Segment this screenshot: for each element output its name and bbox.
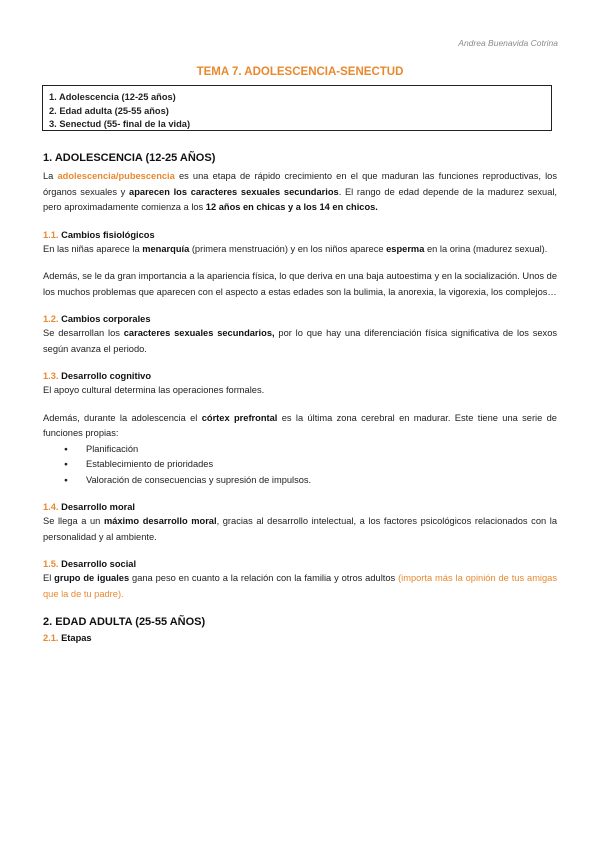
paragraph-bold: grupo de iguales: [54, 573, 130, 583]
intro-bold: aparecen los caracteres sexuales secundarios: [129, 186, 339, 197]
document-content: [43, 152, 557, 645]
subsection-title: Cambios fisiológicos: [61, 229, 155, 240]
functions-list: [43, 442, 557, 489]
paragraph-text: En las niñas aparece la: [43, 243, 143, 254]
intro-text: La: [43, 171, 58, 181]
paragraph-text: Se llega a un: [43, 516, 104, 526]
paragraph-highlight: (importa más la opinión de tus amigas que la de tu padre).: [43, 573, 557, 599]
subsection-number: 1.3.: [43, 371, 59, 381]
paragraph-bold: menarquía: [142, 243, 190, 254]
subsection-title: Desarrollo cognitivo: [61, 371, 151, 381]
list-item: ● Valoración de consecuencias y supresión de impulsos.: [86, 473, 557, 489]
section-1-intro: [43, 169, 557, 216]
intro-text: . El rango de edad depende de la madurez sexual, pero aproximadamente comienza a los: [43, 186, 558, 212]
toc-item-2: 2. Edad adulta (25-55 años): [49, 105, 169, 116]
subsection-title: Desarrollo social: [61, 559, 137, 569]
subsection-title: Desarrollo moral: [61, 502, 135, 512]
paragraph-text: gana peso en cuanto a la relación con la familia y otros adultos: [129, 573, 399, 583]
paragraph-text: en la orina (madurez sexual).: [424, 243, 548, 254]
subsection-1-1-paragraph-2: Además, se le da gran importancia a la apariencia física, lo que deriva en una baja autoestima y en la socialización. Unos de los muchos problemas que aparecen con el aspecto a estas edades son la bulimia, la anorexia, la vigorexia, los complejos…: [43, 271, 557, 297]
subsection-title: Cambios corporales: [61, 314, 151, 324]
paragraph-text: , gracias al desarrollo intelectual, a los factores psicológicos relacionados con la personalidad y al ambiente.: [43, 516, 558, 542]
subsection-1-4-paragraph: [43, 514, 557, 545]
paragraph-bold: córtex prefrontal: [201, 412, 278, 423]
subsection-1-1-heading: [43, 230, 557, 240]
toc-item-1: 1. Adolescencia (12-25 años): [49, 92, 176, 102]
subsection-title: Etapas: [61, 633, 92, 643]
intro-term-highlight: adolescencia/pubescencia: [57, 171, 175, 181]
paragraph-bold: caracteres sexuales secundarios,: [123, 328, 275, 338]
subsection-1-4-heading: [43, 502, 557, 512]
subsection-number: 1.2.: [43, 314, 59, 324]
subsection-1-1-paragraph-1: [43, 242, 557, 258]
subsection-number: 1.4.: [43, 502, 59, 512]
subsection-1-5-paragraph: [43, 571, 557, 602]
document-title: TEMA 7. ADOLESCENCIA-SENECTUD: [196, 66, 404, 78]
toc-item-3: 3. Senectud (55- final de la vida): [49, 119, 191, 129]
paragraph-text: por lo que hay una diferenciación física significativa de los sexos según avanza el periodo.: [43, 328, 558, 354]
subsection-1-2-paragraph: [43, 326, 557, 357]
paragraph-bold: máximo desarrollo moral: [103, 516, 217, 526]
table-of-contents: [42, 85, 552, 131]
paragraph-text: es la última zona cerebral en madurar. Este tiene una serie de funciones propias:: [43, 412, 557, 438]
paragraph-text: (primera menstruación) y en los niños aparece: [189, 243, 387, 254]
author-name: Andrea Buenavida Cotrina: [458, 38, 558, 48]
section-2-heading: 2. EDAD ADULTA (25-55 AÑOS): [43, 616, 206, 628]
subsection-1-5-heading: [43, 559, 557, 569]
subsection-2-1-heading: [43, 633, 557, 643]
list-item: ● Establecimiento de prioridades: [86, 457, 557, 473]
list-item: ● Planificación: [86, 442, 557, 458]
subsection-1-3-paragraph-1: El apoyo cultural determina las operaciones formales.: [43, 385, 265, 395]
subsection-number: 1.1.: [43, 229, 59, 240]
subsection-1-2-heading: [43, 314, 557, 324]
intro-text: es una etapa de rápido crecimiento en el que maduran las funciones reproductivas, los órganos sexuales y: [43, 171, 557, 197]
paragraph-text: Se desarrollan los: [43, 328, 124, 338]
paragraph-text: El: [43, 573, 55, 583]
section-1-heading: 1. ADOLESCENCIA (12-25 AÑOS): [43, 152, 216, 164]
subsection-1-3-heading: [43, 371, 557, 381]
intro-bold: 12 años en chicas y a los 14 en chicos.: [205, 202, 378, 212]
subsection-number: 2.1.: [43, 633, 59, 643]
subsection-number: 1.5.: [43, 559, 59, 569]
paragraph-bold: esperma: [386, 243, 425, 254]
subsection-1-3-paragraph-2: [43, 411, 557, 442]
paragraph-text: Además, durante la adolescencia el: [43, 412, 202, 423]
